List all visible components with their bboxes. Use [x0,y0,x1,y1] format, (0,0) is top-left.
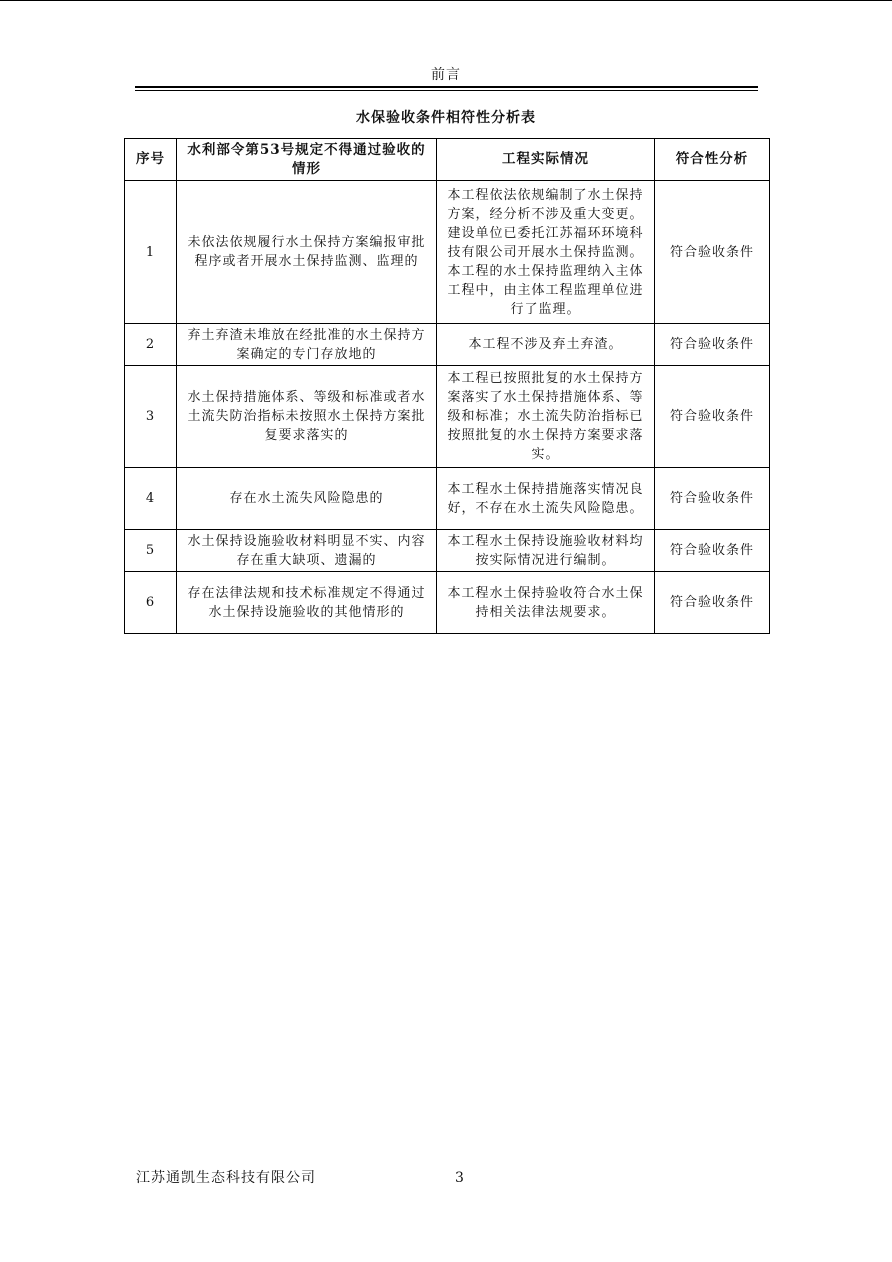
cell-result: 符合验收条件 [655,324,770,366]
column-header-result: 符合性分析 [655,139,770,181]
table-row [125,530,770,572]
cell-condition: 存在水土流失风险隐患的 [177,468,437,530]
cell-result: 符合验收条件 [655,530,770,572]
column-header-no: 序号 [125,139,177,181]
cell-condition: 存在法律法规和技术标准规定不得通过水土保持设施验收的其他情形的 [177,572,437,634]
table-header-row [125,139,770,181]
page-top-border [0,0,892,1]
cell-condition: 水土保持措施体系、等级和标准或者水土流失防治指标未按照水土保持方案批复要求落实的 [177,366,437,468]
cell-no: 3 [125,366,177,468]
page-number: 3 [455,1170,464,1186]
cell-actual: 本工程水土保持措施落实情况良好，不存在水土流失风险隐患。 [437,468,655,530]
header-rule-thin [135,90,758,91]
cell-actual: 本工程水土保持验收符合水土保持相关法律法规要求。 [437,572,655,634]
table-row [125,366,770,468]
cell-condition: 未依法依规履行水土保持方案编报审批程序或者开展水土保持监测、监理的 [177,181,437,324]
table-row [125,181,770,324]
cell-no: 6 [125,572,177,634]
cell-result: 符合验收条件 [655,366,770,468]
column-header-actual: 工程实际情况 [437,139,655,181]
cell-result: 符合验收条件 [655,468,770,530]
running-header: 前言 [431,67,461,83]
table-row [125,324,770,366]
footer-company: 江苏通凯生态科技有限公司 [136,1170,316,1186]
table-row [125,572,770,634]
cell-no: 2 [125,324,177,366]
cell-actual: 本工程不涉及弃土弃渣。 [437,324,655,366]
header-rule-thick [135,86,758,88]
table-title: 水保验收条件相符性分析表 [356,110,536,126]
cell-result: 符合验收条件 [655,181,770,324]
cell-actual: 本工程依法依规编制了水土保持方案，经分析不涉及重大变更。建设单位已委托江苏福环环境科技有限公司开展水土保持监测。本工程的水土保持监理纳入主体工程中，由主体工程监理单位进行了监理。 [437,181,655,324]
compliance-table [124,138,770,634]
cell-actual: 本工程已按照批复的水土保持方案落实了水土保持措施体系、等级和标准；水土流失防治指标已按照批复的水土保持方案要求落实。 [437,366,655,468]
table-row [125,468,770,530]
cell-condition: 水土保持设施验收材料明显不实、内容存在重大缺项、遗漏的 [177,530,437,572]
column-header-condition: 水利部令第53号规定不得通过验收的情形 [177,139,437,181]
cell-no: 4 [125,468,177,530]
cell-condition: 弃土弃渣未堆放在经批准的水土保持方案确定的专门存放地的 [177,324,437,366]
cell-actual: 本工程水土保持设施验收材料均按实际情况进行编制。 [437,530,655,572]
cell-no: 5 [125,530,177,572]
cell-result: 符合验收条件 [655,572,770,634]
cell-no: 1 [125,181,177,324]
